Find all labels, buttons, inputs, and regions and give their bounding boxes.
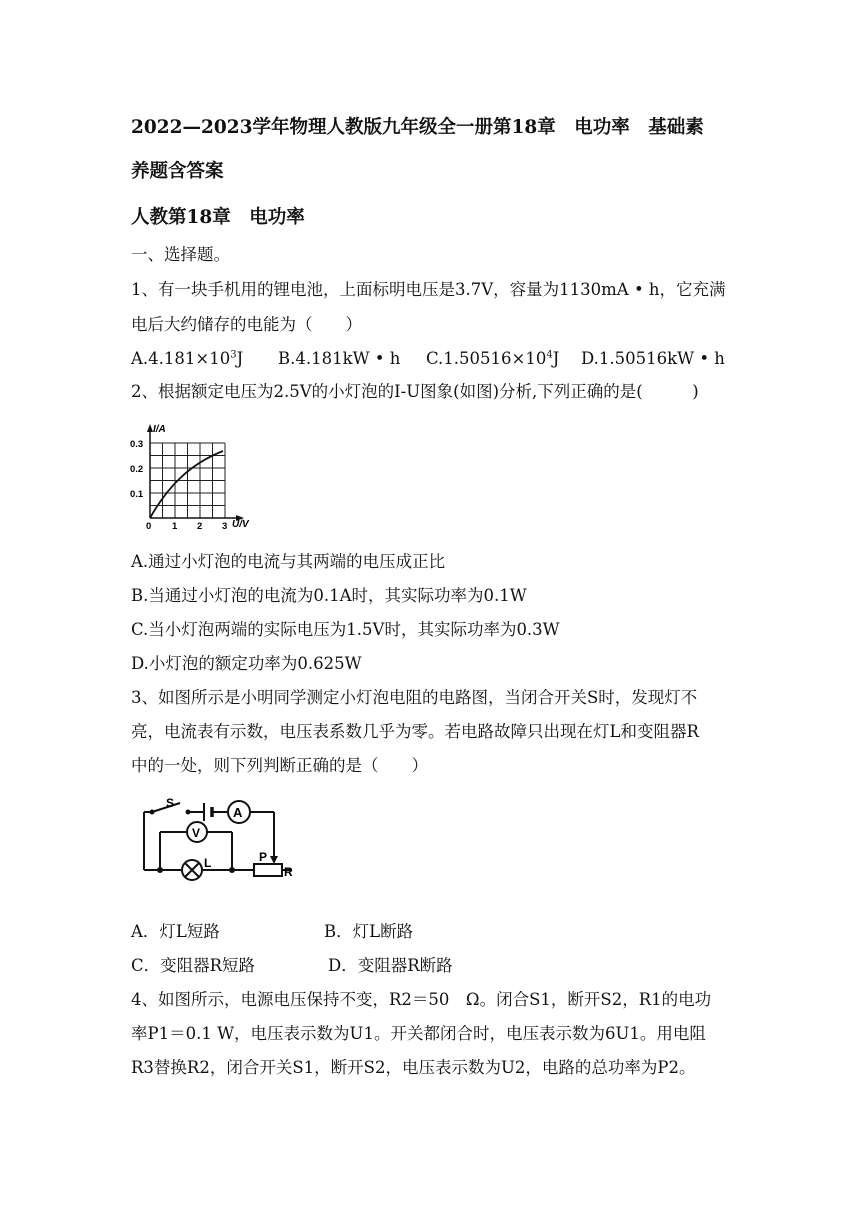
circuit-wires xyxy=(144,803,292,870)
rheostat-label: R xyxy=(284,865,293,879)
graph-y-tick: 0.2 xyxy=(130,464,144,475)
graph-x-axis-label: U/V xyxy=(232,519,249,530)
circuit-diagram xyxy=(132,788,302,888)
battery-icon xyxy=(204,803,212,821)
q2-stem: 2、根据额定电压为2.5V的小灯泡的I-U图象(如图)分析,下列正确的是( ) xyxy=(131,382,699,401)
q2-option-b: B.当通过小灯泡的电流为0.1A时，其实际功率为0.1W xyxy=(131,586,527,605)
q1-option-d: D.1.50516kW • h xyxy=(581,349,725,368)
q2-option-d: D.小灯泡的额定功率为0.625W xyxy=(131,654,362,673)
q3-stem-line-1: 3、如图所示是小明同学测定小灯泡电阻的电路图，当闭合开关S时，发现灯不 xyxy=(131,688,698,707)
switch-contact xyxy=(186,810,191,815)
q3-option-a: A．灯L短路 xyxy=(131,922,220,941)
rheostat-icon xyxy=(254,864,282,876)
graph-x-tick: 3 xyxy=(222,521,228,532)
iu-graph xyxy=(128,420,268,532)
slider-label: P xyxy=(259,850,268,864)
q2-option-c: C.当小灯泡两端的实际电压为1.5V时，其实际功率为0.3W xyxy=(131,620,560,639)
q4-stem-line-3: R3替换R2，闭合开关S1，断开S2，电压表示数为U2，电路的总功率为P2。 xyxy=(131,1058,696,1077)
document-title-line-2: 养题含答案 xyxy=(131,161,224,182)
slider-arrow-icon xyxy=(270,856,278,864)
q2-option-a: A.通过小灯泡的电流与其两端的电压成正比 xyxy=(131,552,446,571)
graph-x-tick: 0 xyxy=(146,521,152,532)
q4-stem-line-1: 4、如图所示，电源电压保持不变，R2＝50 Ω。闭合S1，断开S2，R1的电功 xyxy=(131,990,712,1009)
graph-y-tick: 0.1 xyxy=(130,489,144,500)
ammeter-icon xyxy=(228,801,250,823)
q1-stem-line-2: 电后大约储存的电能为（ ） xyxy=(131,315,362,334)
q1-option-a: $A.4.181\times 10^3J$ xyxy=(131,349,244,368)
q3-stem-line-2: 亮，电流表有示数，电压表系数几乎为零。若电路故障只出现在灯L和变阻器R xyxy=(131,722,699,741)
graph-y-tick: 0.3 xyxy=(130,439,144,450)
document-title-line-1: 2022—2023学年物理人教版九年级全一册第18章 电功率 基础素 xyxy=(131,117,704,138)
q1-stem-line-1: 1、有一块手机用的锂电池，上面标明电压是3.7V，容量为1130mA • h，它充满 xyxy=(131,280,726,299)
q3-option-b: B．灯L断路 xyxy=(324,922,414,941)
chapter-heading: 人教第18章 电功率 xyxy=(131,207,305,228)
junction-dot xyxy=(229,867,235,873)
q3-option-d: D．变阻器R断路 xyxy=(328,956,453,975)
q1-option-b: B.4.181kW • h xyxy=(278,349,401,368)
switch-pivot xyxy=(150,810,155,815)
svg-text:A: A xyxy=(233,805,243,820)
q4-stem-line-2: 率P1＝0.1 W，电压表示数为U1。开关都闭合时，电压表示数为6U1。用电阻 xyxy=(131,1024,706,1043)
graph-x-tick: 1 xyxy=(172,521,178,532)
q1-option-c: $C.1.50516\times 10^4J$ xyxy=(426,349,560,368)
q3-option-c: C．变阻器R短路 xyxy=(131,956,256,975)
graph-axes xyxy=(147,424,244,521)
junction-dot xyxy=(157,867,163,873)
section-heading: 一、选择题。 xyxy=(131,245,230,264)
voltmeter-icon xyxy=(187,822,207,842)
q3-stem-line-3: 中的一处，则下列判断正确的是（ ） xyxy=(131,756,428,775)
svg-text:V: V xyxy=(192,826,201,840)
graph-y-axis-label: I/A xyxy=(153,424,166,435)
lamp-label: L xyxy=(204,856,212,870)
graph-x-tick: 2 xyxy=(197,521,203,532)
lamp-icon xyxy=(182,860,202,880)
switch-label: S xyxy=(166,796,175,810)
